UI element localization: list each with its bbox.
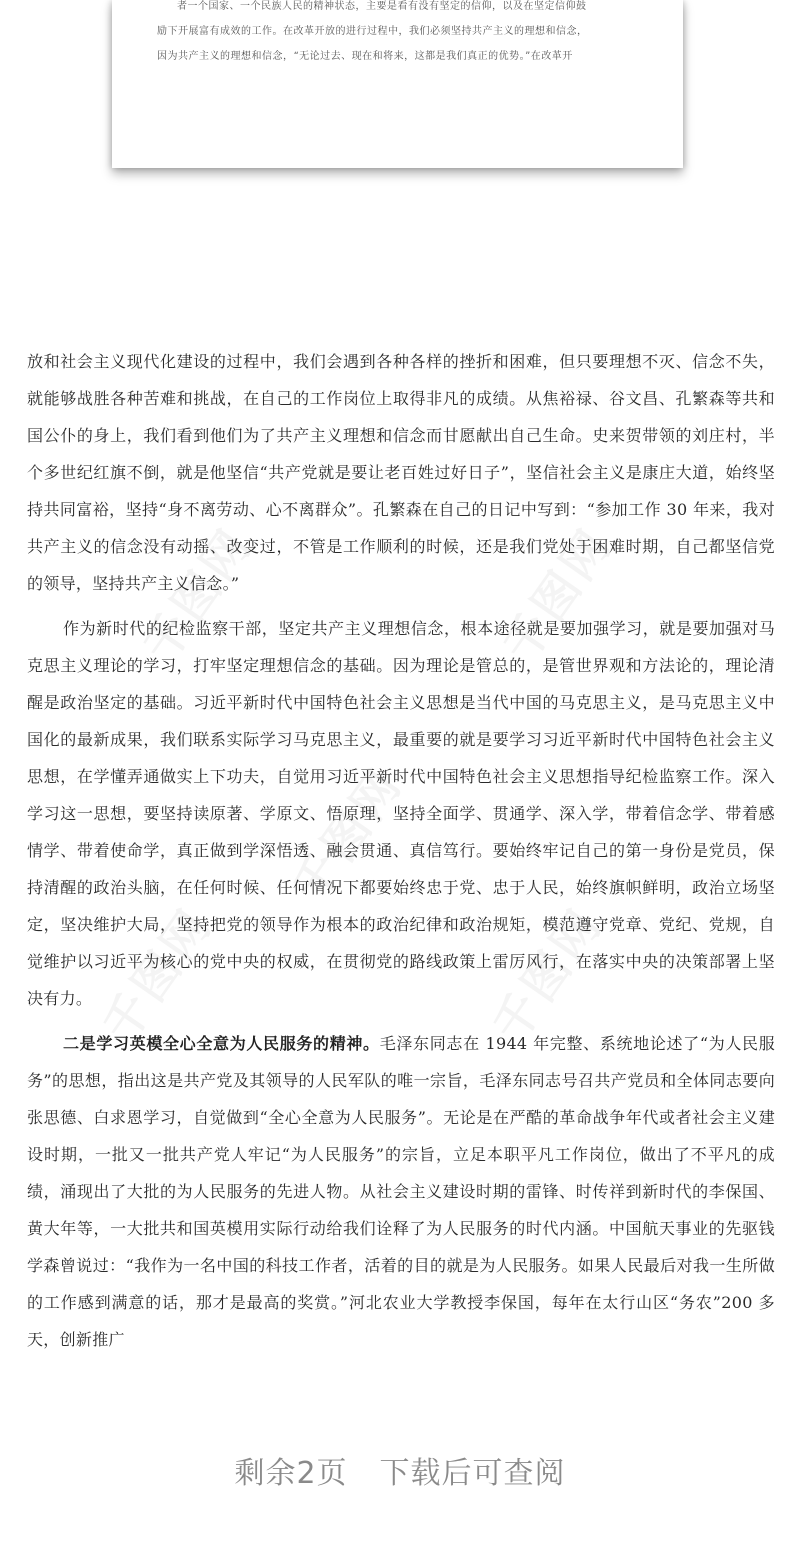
paragraph-1: 放和社会主义现代化建设的过程中，我们会遇到各种各样的挫折和困难，但只要理想不灭、信念不失，就能够战胜各种苦难和挑战，在自己的工作岗位上取得非凡的成绩。从焦裕禄、谷文昌、孔繁森等共和国公仆的身上，我们看到他们为了共产主义理想和信念而甘愿献出自己生命。史来贺带领的刘庄村，半个多世纪红旗不倒，就是他坚信“共产党就是要让老百姓过好日子”，坚信社会主义是康庄大道，始终坚持共同富裕，坚持“身不离劳动、心不离群众”。孔繁森在自己的日记中写到：“参加工作 30 年来，我对共产主义的信念没有动摇、改变过，不管是工作顺利的时候，还是我们党处于困难时期，自己都坚信党的领导，坚持共产主义信念。” [27,352,775,593]
preview-line-1: 者一个国家、一个民族人民的精神状态，主要是看有没有坚定的信仰，以及在坚定信仰鼓 [177,1,587,12]
remaining-pages-label: 剩余2页 [234,1456,348,1491]
download-to-read-banner[interactable] [0,1444,800,1504]
preview-line-2: 励下开展富有成效的工作。在改革开放的进行过程中，我们必须坚持共产主义的理想和信念， [157,26,588,37]
paragraph-3-body: 毛泽东同志在 1944 年完整、系统地论述了“为人民服务”的思想，指出这是共产党及其领导的人民军队的唯一宗旨，毛泽东同志号召共产党员和全体同志要向张思德、白求恩学习，自觉做到“全心全意为人民服务”。无论是在严酷的革命战争年代或者社会主义建设时期，一批又一批共产党人牢记“为人民服务”的宗旨，立足本职平凡工作岗位，做出了不平凡的成绩，涌现出了大批的为人民服务的先进人物。从社会主义建设时期的雷锋、时传祥到新时代的李保国、黄大年等，一大批共和国英模用实际行动给我们诠释了为人民服务的时代内涵。中国航天事业的先驱钱学森曾说过：“我作为一名中国的科技工作者，活着的目的就是为人民服务。如果人民最后对我一生所做的工作感到满意的话，那才是最高的奖赏。”河北农业大学教授李保国，每年在太行山区“务农”200 多天，创新推广 [27,1034,776,1349]
preview-page-text [157,0,643,69]
preview-line-3: 因为共产主义的理想和信念，“无论过去、现在和将来，这都是我们真正的优势。”在改革开 [157,51,573,62]
paragraph-3 [27,1025,775,1358]
paragraph-3-heading: 二是学习英模全心全意为人民服务的精神。 [63,1034,380,1053]
download-action-label[interactable]: 下载后可查阅 [379,1456,566,1491]
paragraph-2: 作为新时代的纪检监察干部，坚定共产主义理想信念，根本途径就是要加强学习，就是要加强对马克思主义理论的学习，打牢坚定理想信念的基础。因为理论是管总的，是管世界观和方法论的，理论清醒是政治坚定的基础。习近平新时代中国特色社会主义思想是当代中国的马克思主义，是马克思主义中国化的最新成果，我们联系实际学习马克思主义，最重要的就是要学习习近平新时代中国特色社会主义思想，在学懂弄通做实上下功夫，自觉用习近平新时代中国特色社会主义思想指导纪检监察工作。深入学习这一思想，要坚持读原著、学原文、悟原理，坚持全面学、贯通学、深入学，带着信念学、带着感情学、带着使命学，真正做到学深悟透、融会贯通、真信笃行。要始终牢记自己的第一身份是党员，保持清醒的政治头脑，在任何时候、任何情况下都要始终忠于党、忠于人民，始终旗帜鲜明，政治立场坚定，坚决维护大局，坚持把党的领导作为根本的政治纪律和政治规矩，模范遵守党章、党纪、党规，自觉维护以习近平为核心的党中央的权威，在贯彻党的路线政策上雷厉风行，在落实中央的决策部署上坚决有力。 [27,619,775,1008]
preview-page-card [112,0,683,168]
article-body [27,343,775,1366]
